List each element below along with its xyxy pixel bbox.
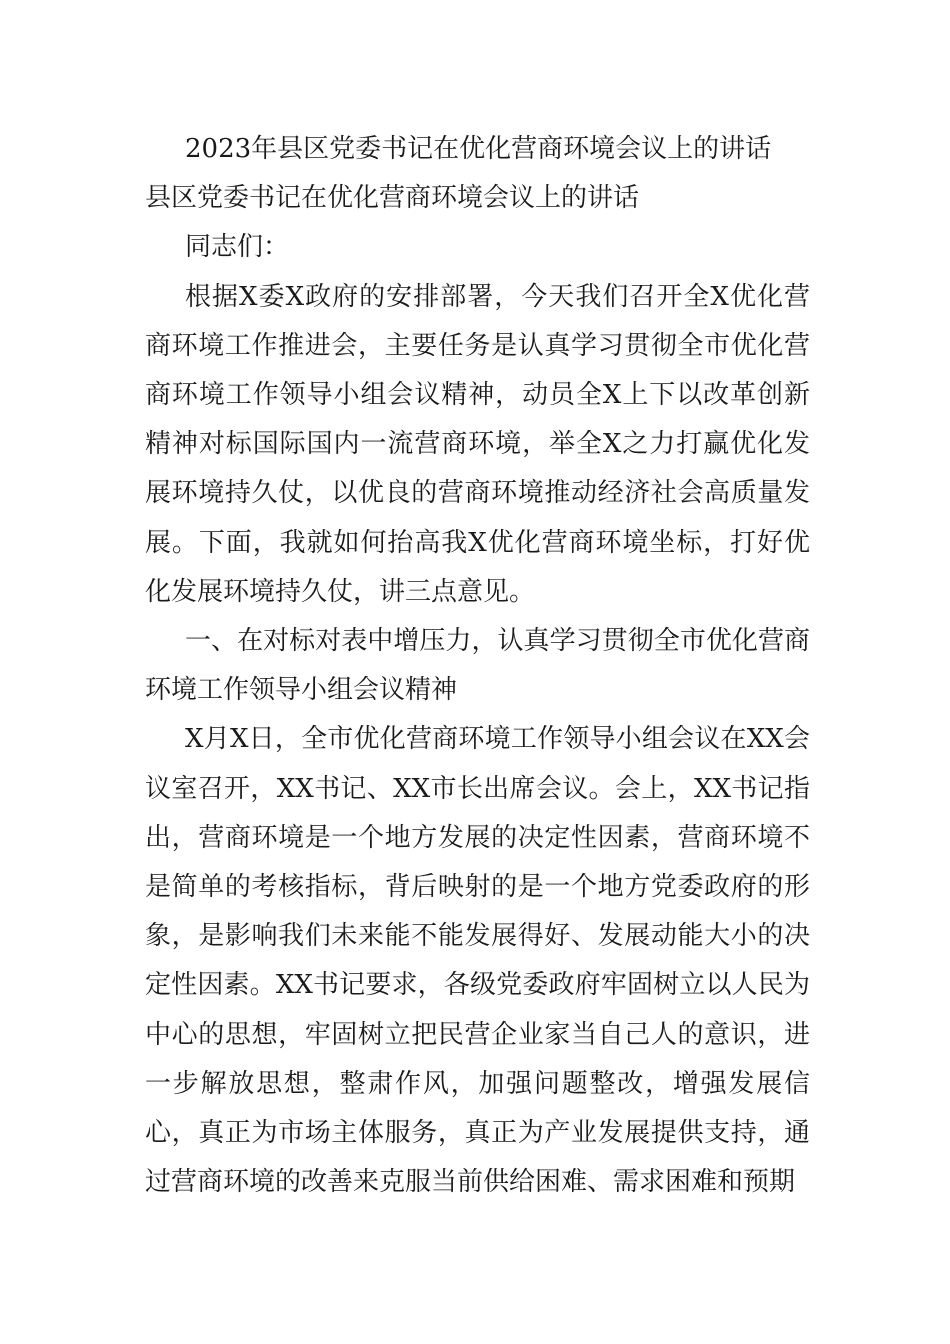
document-subtitle: 县区党委书记在优化营商环境会议上的讲话 xyxy=(145,183,640,214)
document-body xyxy=(145,125,810,1207)
salutation: 同志们： xyxy=(185,232,290,263)
paragraph-meeting: X月X日，全市优化营商环境工作领导小组会议在XX会议室召开，XX书记、XX市长出席会议。会上，XX书记指出，营商环境是一个地方发展的决定性因素，营商环境不是简单的考核指标，背后映射的是一个地方党委政府的形象，是影响我们未来能不能发展得好、发展动能大小的决定性因素。XX书记要求，各级党委政府牢固树立以人民为中心的思想，牢固树立把民营企业家当自己人的意识，进一步解放思想，整肃作风，加强问题整改，增强发展信心，真正为市场主体服务，真正为产业发展提供支持，通过营商环境的改善来克服当前供给困难、需求困难和预期 xyxy=(145,724,810,1198)
section-heading-one: 一、在对标对表中增压力，认真学习贯彻全市优化营商环境工作领导小组会议精神 xyxy=(145,626,810,706)
document-title: 2023年县区党委书记在优化营商环境会议上的讲话 xyxy=(185,134,772,164)
paragraph-intro: 根据X委X政府的安排部署，今天我们召开全X优化营商环境工作推进会，主要任务是认真学习贯彻全市优化营商环境工作领导小组会议精神，动员全X上下以改革创新精神对标国际国内一流营商环境，举全X之力打赢优化发展环境持久仗，以优良的营商环境推动经济社会高质量发展。下面，我就如何抬高我X优化营商环境坐标，打好优化发展环境持久仗，讲三点意见。 xyxy=(145,281,810,607)
